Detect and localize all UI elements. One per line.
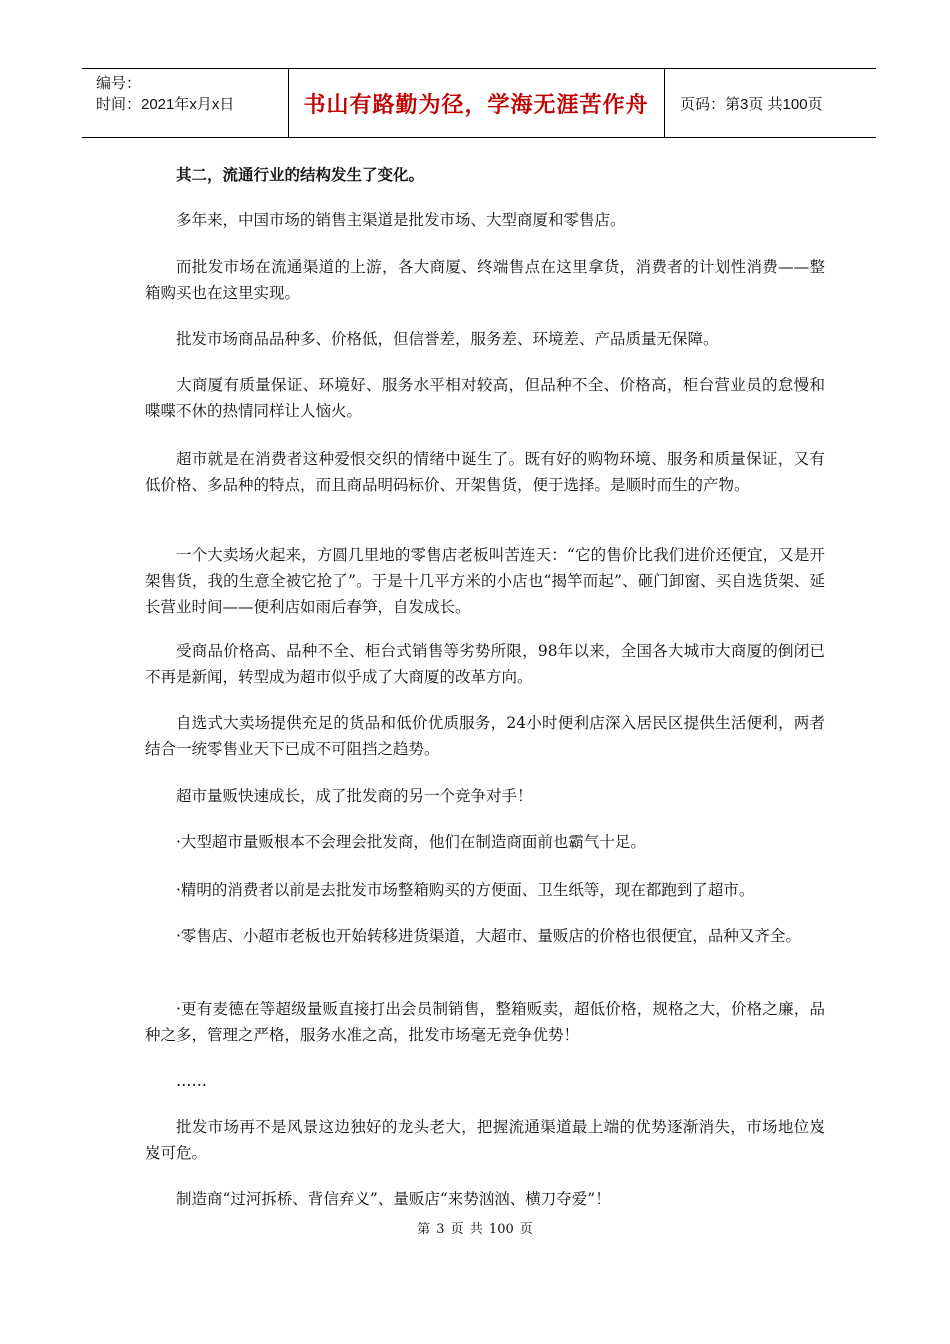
paragraph: 批发市场商品品种多、价格低，但信誉差，服务差、环境差、产品质量无保障。 [176,330,719,348]
paragraph: 超市量贩快速成长，成了批发商的另一个竞争对手！ [176,787,533,805]
section-heading: 其二，流通行业的结构发生了变化。 [176,165,425,184]
paragraph: 而批发市场在流通渠道的上游，各大商厦、终端售点在这里拿货，消费者的计划性消费——整箱购买也在这里实现。 [145,258,825,302]
paragraph: 多年来，中国市场的销售主渠道是批发市场、大型商厦和零售店。 [176,211,626,229]
paragraph: 自选式大卖场提供充足的货品和低价优质服务，24小时便利店深入居民区提供生活便利，两者结合一统零售业天下已成不可阻挡之趋势。 [145,714,825,758]
paragraph: 制造商“过河拆桥、背信弃义”、量贩店“来势汹汹、横刀夺爱”！ [176,1190,611,1208]
paragraph: 一个大卖场火起来，方圆几里地的零售店老板叫苦连天：“它的售价比我们进价还便宜，又是开架售货，我的生意全被它抢了”。于是十几平方米的小店也“揭竿而起”、砸门卸窗、买自选货架、延长营业时间——便利店如雨后春笋，自发成长。 [145,546,825,616]
page-footer: 第 3 页 共 100 页 [417,1222,533,1237]
header-page-number: 页码：第3页 共100页 [680,95,823,113]
document-time-label: 时间：2021年x月x日 [96,96,235,113]
paragraph: 超市就是在消费者这种爱恨交织的情绪中诞生了。既有好的购物环境、服务和质量保证，又有低价格、多品种的特点，而且商品明码标价、开架售货，便于选择。是顺时而生的产物。 [145,450,825,494]
paragraph: 大商厦有质量保证、环境好、服务水平相对较高，但品种不全、价格高，柜台营业员的怠慢和喋喋不休的热情同样让人恼火。 [145,376,825,420]
bullet-item: ·零售店、小超市老板也开始转移进货渠道，大超市、量贩店的价格也很便宜，品种又齐全。 [176,927,801,945]
header-motto: 书山有路勤为径，学海无涯苦作舟 [303,91,649,118]
header-divider-right [664,69,665,137]
bullet-item: ·更有麦德在等超级量贩直接打出会员制销售，整箱贩卖，超低价格，规格之大，价格之廉，品种之多，管理之严格，服务水准之高，批发市场毫无竞争优势！ [145,1000,825,1044]
page-header [82,68,876,138]
bullet-item: ·精明的消费者以前是去批发市场整箱购买的方便面、卫生纸等，现在都跑到了超市。 [176,881,755,899]
bullet-item: ·大型超市量贩根本不会理会批发商，他们在制造商面前也霸气十足。 [176,833,646,851]
paragraph: 受商品价格高、品种不全、柜台式销售等劣势所限，98年以来，全国各大城市大商厦的倒闭已不再是新闻，转型成为超市似乎成了大商厦的改革方向。 [145,642,825,686]
ellipsis-paragraph: …… [176,1072,207,1090]
document-number-label: 编号： [96,75,142,92]
paragraph: 批发市场再不是风景这边独好的龙头老大，把握流通渠道最上端的优势逐渐消失，市场地位岌岌可危。 [145,1118,825,1162]
header-meta [96,73,286,115]
